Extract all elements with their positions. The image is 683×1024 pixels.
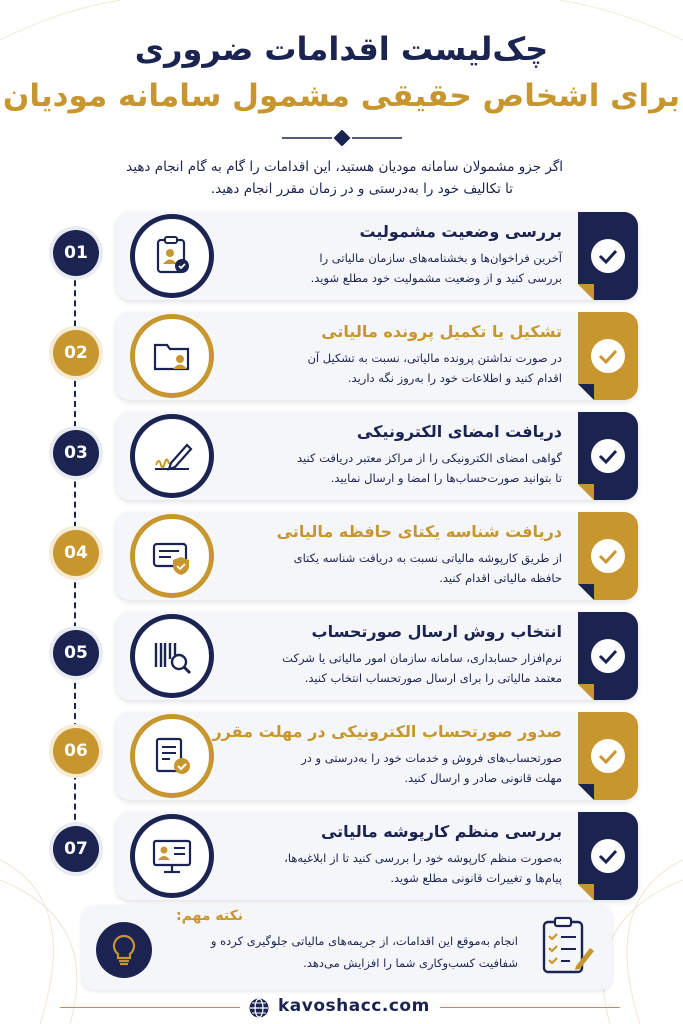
page-title: چک‌لیست اقدامات ضروری <box>134 30 549 68</box>
website-link[interactable]: kavoshacc.com <box>278 996 430 1016</box>
step-number-7: 07 <box>53 826 99 872</box>
step-number-4: 04 <box>53 530 99 576</box>
step-title-3: دریافت امضای الکترونیکی <box>356 422 562 441</box>
step-card-6 <box>116 712 638 800</box>
step-desc-6: صورتحساب‌های فروش و خدمات خود را به‌درستی و در مهلت قانونی صادر و ارسال کنید. <box>301 751 562 785</box>
checklist-clipboard-icon <box>534 914 600 980</box>
step-title-2: تشکیل یا تکمیل پرونده مالیاتی <box>321 322 562 341</box>
globe-icon <box>248 997 270 1019</box>
note-title: نکته مهم: <box>176 908 243 924</box>
monitor-profile-icon <box>130 814 214 898</box>
title-divider <box>282 130 402 146</box>
step-title-1: بررسی وضعیت مشمولیت <box>359 222 562 241</box>
step-desc-1: آخرین فراخوان‌ها و بخشنامه‌های سازمان مالیاتی را بررسی کنید و از وضعیت مشمولیت خود مطلع شوید. <box>310 251 562 285</box>
step-desc-7: به‌صورت منظم کارپوشه خود را بررسی کنید تا از ابلاغیه‌ها، پیام‌ها و تغییرات قانونی مطلع شوید. <box>284 851 562 885</box>
intro-text: اگر جزو مشمولان سامانه مودیان هستید، این اقدامات را گام به گام انجام دهید تا تکالیف خود را به‌درستی و در زمان مقرر انجام دهید. <box>126 159 563 197</box>
check-tab-6 <box>578 712 638 800</box>
check-tab-3 <box>578 412 638 500</box>
step-desc-3: گواهی امضای الکترونیکی را از مراکز معتبر دریافت کنید تا بتوانید صورت‌حساب‌ها را امضا و ارسال نمایید. <box>297 451 562 485</box>
step-card-2 <box>116 312 638 400</box>
step-desc-4: از طریق کارپوشه مالیاتی نسبت به دریافت شناسه یکتای حافظه مالیاتی اقدام کنید. <box>293 551 562 585</box>
step-card-1 <box>116 212 638 300</box>
step-title-5: انتخاب روش ارسال صورتحساب <box>311 622 562 641</box>
document-check-icon <box>130 714 214 798</box>
step-card-4 <box>116 512 638 600</box>
step-number-6: 06 <box>53 728 99 774</box>
signature-pen-icon <box>130 414 214 498</box>
step-desc-5: نرم‌افزار حسابداری، سامانه سازمان امور مالیاتی یا شرکت معتمد مالیاتی را برای ارسال صورتحساب انتخاب کنید. <box>282 651 562 685</box>
note-text: انجام به‌موقع این اقدامات، از جریمه‌های مالیاتی جلوگیری کرده و شفافیت کسب‌وکاری شما را افزایش می‌دهد. <box>210 934 518 970</box>
lightbulb-icon <box>96 922 152 978</box>
step-number-2: 02 <box>53 330 99 376</box>
barcode-search-icon <box>130 614 214 698</box>
check-tab-7 <box>578 812 638 900</box>
check-tab-1 <box>578 212 638 300</box>
step-title-6: صدور صورتحساب الکترونیکی در مهلت مقرر <box>212 722 562 741</box>
check-tab-4 <box>578 512 638 600</box>
footer <box>0 996 683 1020</box>
page-subtitle: برای اشخاص حقیقی مشمول سامانه مودیان <box>2 78 681 114</box>
clipboard-user-icon <box>130 214 214 298</box>
step-card-7 <box>116 812 638 900</box>
footer-line-right <box>440 1007 620 1008</box>
step-title-4: دریافت شناسه یکتای حافظه مالیاتی <box>276 522 562 541</box>
step-title-7: بررسی منظم کارپوشه مالیاتی <box>320 822 562 841</box>
step-card-5 <box>116 612 638 700</box>
step-number-3: 03 <box>53 430 99 476</box>
check-tab-5 <box>578 612 638 700</box>
folder-user-icon <box>130 314 214 398</box>
check-tab-2 <box>578 312 638 400</box>
step-desc-2: در صورت نداشتن پرونده مالیاتی، نسبت به تشکیل آن اقدام کنید و اطلاعات خود را به‌روز نگه دارید. <box>307 351 562 385</box>
id-card-shield-icon <box>130 514 214 598</box>
step-card-3 <box>116 412 638 500</box>
step-number-5: 05 <box>53 630 99 676</box>
footer-line-left <box>60 1007 240 1008</box>
step-number-1: 01 <box>53 230 99 276</box>
